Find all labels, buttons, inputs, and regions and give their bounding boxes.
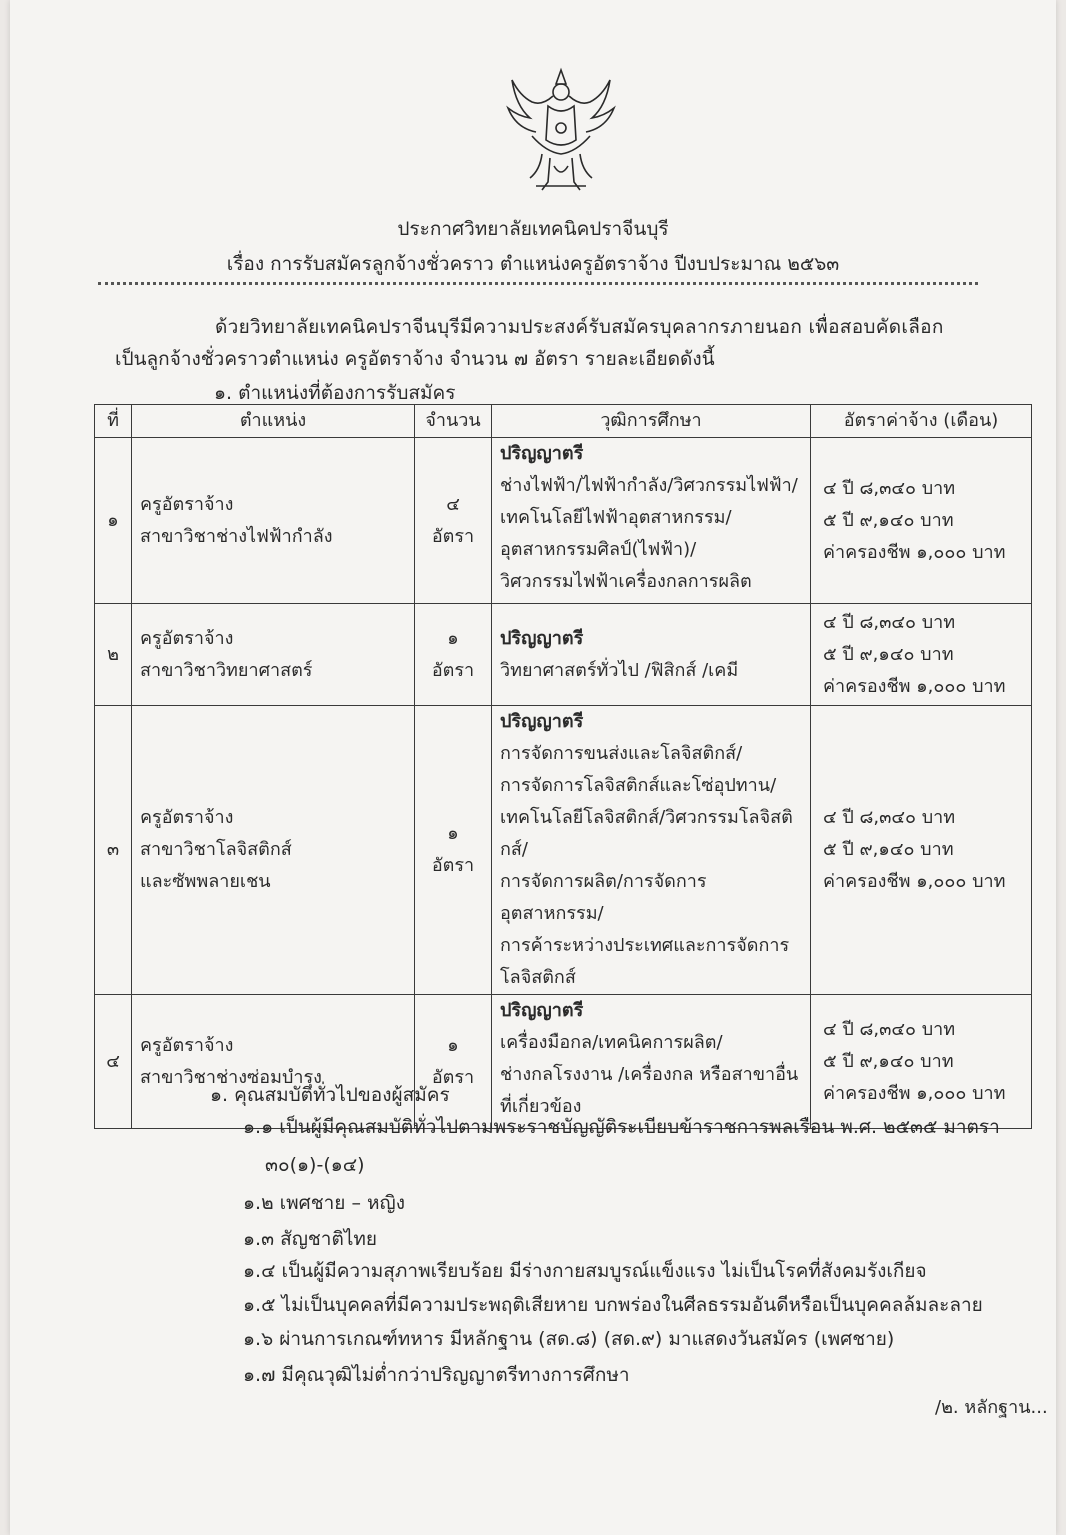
education-line: ที่เกี่ยวข้อง: [500, 1096, 582, 1117]
education-degree: ปริญญาตรี: [500, 627, 584, 649]
announcement-title: ประกาศวิทยาลัยเทคนิคปราจีนบุรี: [397, 218, 669, 240]
salary-line: ๔ ปี ๘,๓๔๐ บาท: [823, 1018, 956, 1040]
qualification-item: ๑.๖ ผ่านการเกณฑ์ทหาร มีหลักฐาน (สด.๘) (สด.๙) มาแสดงวันสมัคร (เพศชาย): [243, 1328, 895, 1350]
education-degree: ปริญญาตรี: [500, 1000, 584, 1021]
count-unit: อัตรา: [431, 659, 475, 681]
position-line: ครูอัตราจ้าง: [140, 627, 234, 649]
qualifications-heading: ๑. คุณสมบัติทั่วไปของผู้สมัคร: [210, 1084, 450, 1106]
garuda-emblem-icon: [502, 66, 620, 196]
positions-table: [94, 404, 1032, 1129]
salary-line: ๕ ปี ๙,๑๔๐ บาท: [823, 839, 954, 860]
salary-line: ค่าครองชีพ ๑,๐๐๐ บาท: [823, 1082, 1006, 1104]
education-degree: ปริญญาตรี: [500, 443, 584, 464]
qualification-item: ๑.๓ สัญชาติไทย: [243, 1228, 378, 1250]
salary-line: ๔ ปี ๘,๓๔๐ บาท: [823, 477, 956, 499]
education-line: การค้าระหว่างประเทศและการจัดการ: [500, 935, 790, 956]
salary-line: ๕ ปี ๙,๑๔๐ บาท: [823, 509, 954, 531]
education-line: อุตสาหกรรมศิลป์(ไฟฟ้า)/: [500, 539, 697, 560]
position-line: และซัพพลายเชน: [140, 871, 271, 892]
education-line: การจัดการผลิต/การจัดการอุตสาหกรรม/: [500, 871, 707, 924]
announcement-subject: เรื่อง การรับสมัครลูกจ้างชั่วคราว ตำแหน่งครูอัตราจ้าง ปีงบประมาณ ๒๕๖๓: [226, 253, 840, 275]
row-no: ๓: [95, 706, 132, 995]
header-position: ตำแหน่ง: [132, 405, 415, 438]
position-line: ครูอัตราจ้าง: [140, 807, 234, 828]
education-line: การจัดการโลจิสติกส์และโซ่อุปทาน/: [500, 775, 777, 796]
row-salary: [811, 604, 1032, 706]
header-count: จำนวน: [415, 405, 492, 438]
education-line: ช่างกลโรงงาน /เครื่องกล หรือสาขาอื่น: [500, 1064, 799, 1085]
education-line: ช่างไฟฟ้า/ไฟฟ้ากำลัง/วิศวกรรมไฟฟ้า/: [500, 475, 798, 496]
row-salary: [811, 995, 1032, 1129]
row-no: ๑: [95, 438, 132, 604]
divider-dotted: [98, 282, 978, 285]
position-line: สาขาวิชาวิทยาศาสตร์: [140, 659, 313, 681]
salary-line: ค่าครองชีพ ๑,๐๐๐ บาท: [823, 541, 1006, 563]
table-row: [95, 438, 1032, 604]
row-position: [132, 604, 415, 706]
education-line: เทคโนโลยีไฟฟ้าอุตสาหกรรม/: [500, 507, 732, 528]
count-value: ๑: [447, 823, 459, 844]
position-line: ครูอัตราจ้าง: [140, 493, 234, 515]
document-page: [10, 0, 1056, 1535]
table-header-row: [95, 405, 1032, 438]
education-line: โลจิสติกส์: [500, 967, 576, 988]
salary-line: ๔ ปี ๘,๓๔๐ บาท: [823, 611, 956, 633]
row-no: ๒: [95, 604, 132, 706]
continuation-note: /๒. หลักฐาน...: [935, 1397, 1048, 1418]
qualification-item: ๓๐(๑)-(๑๔): [265, 1154, 365, 1176]
row-count: [415, 706, 492, 995]
header-salary: อัตราค่าจ้าง (เดือน): [811, 405, 1032, 438]
count-value: ๑: [447, 627, 459, 649]
row-salary: [811, 706, 1032, 995]
position-line: สาขาวิชาช่างไฟฟ้ากำลัง: [140, 525, 333, 547]
count-value: ๑: [447, 1034, 459, 1056]
salary-line: ค่าครองชีพ ๑,๐๐๐ บาท: [823, 675, 1006, 697]
header-no: ที่: [95, 405, 132, 438]
count-unit: อัตรา: [431, 855, 475, 876]
row-education: [492, 438, 811, 604]
count-unit: อัตรา: [431, 1066, 475, 1088]
salary-line: ค่าครองชีพ ๑,๐๐๐ บาท: [823, 871, 1006, 892]
row-no: ๔: [95, 995, 132, 1129]
salary-line: ๔ ปี ๘,๓๔๐ บาท: [823, 807, 956, 828]
education-degree: ปริญญาตรี: [500, 711, 584, 732]
row-education: [492, 706, 811, 995]
qualification-item: ๑.๒ เพศชาย – หญิง: [243, 1192, 406, 1214]
qualification-item: ๑.๗ มีคุณวุฒิไม่ต่ำกว่าปริญญาตรีทางการศึกษา: [243, 1364, 630, 1386]
table-row: [95, 706, 1032, 995]
education-line: การจัดการขนส่งและโลจิสติกส์/: [500, 743, 743, 764]
row-position: [132, 706, 415, 995]
education-line: วิศวกรรมไฟฟ้าเครื่องกลการผลิต: [500, 571, 752, 592]
row-count: [415, 438, 492, 604]
row-position: [132, 438, 415, 604]
qualification-item: ๑.๑ เป็นผู้มีคุณสมบัติทั่วไปตามพระราชบัญญัติระเบียบข้าราชการพลเรือน พ.ศ. ๒๕๓๕ มาตรา: [243, 1116, 1000, 1138]
row-count: [415, 604, 492, 706]
header-education: วุฒิการศึกษา: [492, 405, 811, 438]
intro-line-1: ด้วยวิทยาลัยเทคนิคปราจีนบุรีมีความประสงค์รับสมัครบุคลากรภายนอก เพื่อสอบคัดเลือก: [215, 316, 944, 338]
qualification-item: ๑.๕ ไม่เป็นบุคคลที่มีความประพฤติเสียหาย บกพร่องในศีลธรรมอันดีหรือเป็นบุคคลล้มละลาย: [243, 1294, 983, 1316]
education-line: เทคโนโลยีโลจิสติกส์/วิศวกรรมโลจิสติกส์/: [500, 807, 793, 860]
education-line: วิทยาศาสตร์ทั่วไป /ฟิสิกส์ /เคมี: [500, 659, 739, 681]
position-line: ครูอัตราจ้าง: [140, 1034, 234, 1056]
row-salary: [811, 438, 1032, 604]
salary-line: ๕ ปี ๙,๑๔๐ บาท: [823, 1050, 954, 1072]
row-education: [492, 604, 811, 706]
salary-line: ๕ ปี ๙,๑๔๐ บาท: [823, 643, 954, 665]
section-heading-positions: ๑. ตำแหน่งที่ต้องการรับสมัคร: [214, 382, 456, 404]
position-line: สาขาวิชาโลจิสติกส์: [140, 839, 292, 860]
position-line: สาขาวิชาช่างซ่อมบำรุง: [140, 1066, 322, 1088]
education-line: เครื่องมือกล/เทคนิคการผลิต/: [500, 1032, 723, 1053]
row-education: [492, 995, 811, 1129]
table-row: [95, 604, 1032, 706]
qualification-item: ๑.๔ เป็นผู้มีความสุภาพเรียบร้อย มีร่างกายสมบูรณ์แข็งแรง ไม่เป็นโรคที่สังคมรังเกียจ: [243, 1260, 927, 1282]
count-value: ๔: [446, 493, 460, 515]
intro-line-2: เป็นลูกจ้างชั่วคราวตำแหน่ง ครูอัตราจ้าง จำนวน ๗ อัตรา รายละเอียดดังนี้: [115, 348, 715, 370]
count-unit: อัตรา: [431, 525, 475, 547]
